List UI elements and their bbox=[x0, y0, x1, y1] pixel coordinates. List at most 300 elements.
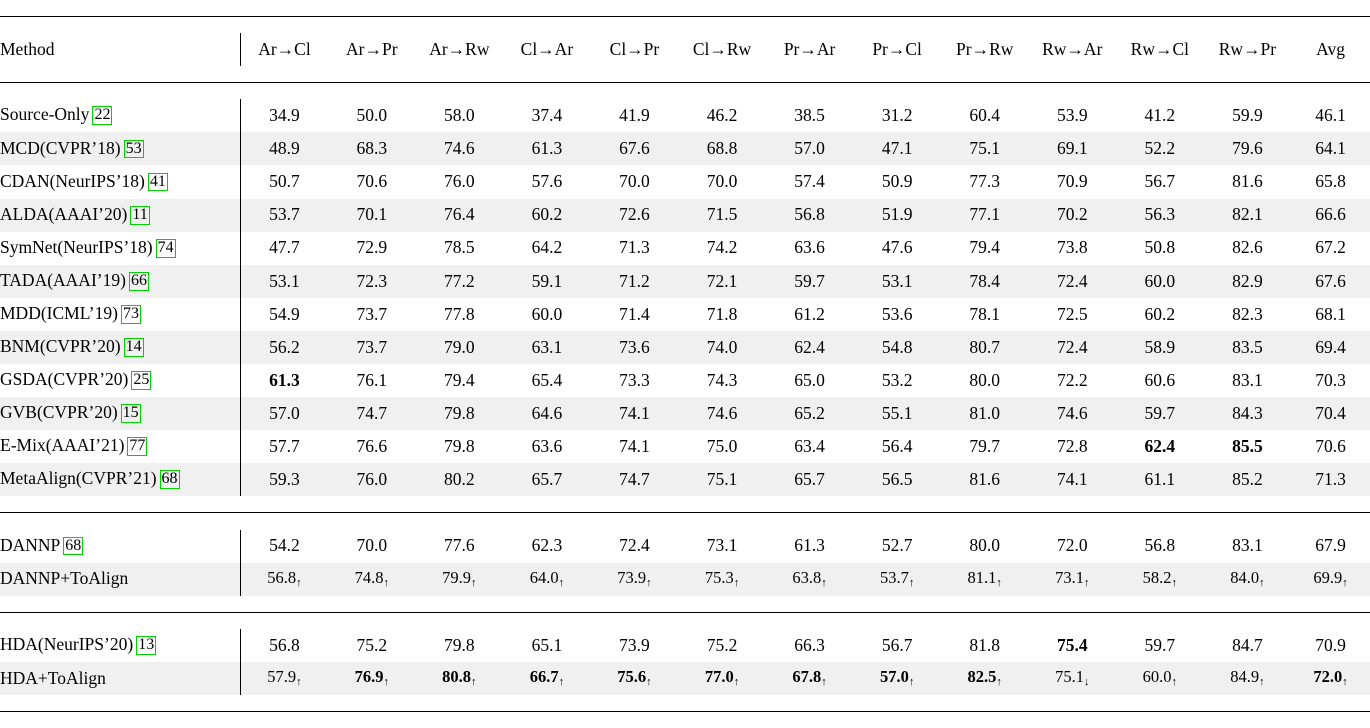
result-value: 60.4 bbox=[969, 105, 1001, 126]
result-value: 65.7 bbox=[794, 469, 825, 490]
result-value: 72.4 bbox=[1056, 270, 1088, 291]
result-value-cell bbox=[678, 397, 766, 430]
result-value: 74.0 bbox=[706, 336, 738, 357]
result-value-cell bbox=[853, 132, 941, 165]
result-value: 65.8 bbox=[1315, 171, 1346, 192]
citation-link[interactable]: 11 bbox=[132, 205, 148, 223]
method-name-cell bbox=[0, 662, 240, 695]
result-value-cell bbox=[1291, 530, 1370, 563]
table-row bbox=[0, 99, 1370, 132]
result-value-cell bbox=[1204, 199, 1292, 232]
trend-arrow-icon: ↑ bbox=[1259, 577, 1265, 590]
trend-arrow-icon: ↑ bbox=[1342, 676, 1348, 689]
result-value-cell bbox=[328, 662, 416, 695]
method-name-cell bbox=[0, 199, 240, 232]
column-header: Rw→Cl bbox=[1116, 33, 1204, 66]
result-value: 46.2 bbox=[706, 105, 738, 126]
result-value-cell bbox=[591, 165, 679, 198]
result-value: 80.8 bbox=[442, 667, 472, 687]
result-value-cell bbox=[591, 132, 679, 165]
result-value-cell bbox=[591, 331, 679, 364]
result-value: 75.1 bbox=[969, 138, 1001, 159]
result-value: 74.7 bbox=[356, 402, 388, 423]
trend-arrow-icon: ↑ bbox=[558, 676, 565, 689]
result-value-cell bbox=[416, 430, 504, 463]
result-value: 71.2 bbox=[619, 270, 650, 291]
trend-arrow-icon: ↑ bbox=[1083, 577, 1090, 590]
result-value: 81.8 bbox=[969, 634, 1001, 655]
result-value-cell bbox=[941, 99, 1029, 132]
result-value: 79.8 bbox=[444, 634, 475, 655]
result-value: 61.3 bbox=[531, 138, 563, 159]
result-value-cell bbox=[853, 99, 941, 132]
citation-link[interactable]: 53 bbox=[125, 139, 142, 157]
result-value: 61.3 bbox=[269, 369, 300, 390]
result-value-cell bbox=[240, 397, 328, 430]
result-value: 70.6 bbox=[1315, 436, 1346, 457]
result-value-cell bbox=[1204, 99, 1292, 132]
trend-arrow-icon: ↑ bbox=[996, 577, 1002, 590]
result-value: 48.9 bbox=[269, 138, 300, 159]
result-value-cell bbox=[591, 364, 679, 397]
result-value: 76.0 bbox=[356, 469, 388, 490]
result-value-cell bbox=[766, 265, 854, 298]
result-value-cell bbox=[503, 662, 591, 695]
column-header: Avg bbox=[1291, 33, 1370, 66]
result-value-cell bbox=[941, 530, 1029, 563]
result-value-cell bbox=[416, 232, 504, 265]
result-value-cell bbox=[1028, 331, 1116, 364]
result-value-cell bbox=[416, 199, 504, 232]
result-value-cell bbox=[1291, 397, 1370, 430]
result-value: 72.6 bbox=[619, 204, 650, 225]
result-value-cell bbox=[1028, 563, 1116, 596]
result-value: 75.1 bbox=[1055, 667, 1084, 687]
method-name-cell bbox=[0, 397, 240, 430]
result-value-cell bbox=[1116, 331, 1204, 364]
result-value: 41.2 bbox=[1144, 105, 1176, 126]
result-value-cell bbox=[1028, 165, 1116, 198]
result-value-cell bbox=[853, 563, 941, 596]
result-value: 59.3 bbox=[269, 469, 300, 490]
result-value: 50.9 bbox=[881, 171, 913, 192]
result-value: 50.7 bbox=[269, 171, 300, 192]
method-label: ALDA(AAAI’20) bbox=[0, 203, 128, 224]
result-value: 67.9 bbox=[1315, 535, 1346, 556]
result-value: 72.4 bbox=[1056, 336, 1088, 357]
result-value: 58.0 bbox=[444, 105, 475, 126]
citation-link[interactable]: 66 bbox=[130, 271, 147, 289]
result-value-cell bbox=[328, 629, 416, 662]
result-value: 47.1 bbox=[881, 138, 913, 159]
result-value: 62.3 bbox=[531, 535, 563, 556]
result-value: 80.2 bbox=[444, 469, 475, 490]
result-value: 74.1 bbox=[619, 436, 650, 457]
result-value-cell bbox=[941, 165, 1029, 198]
result-value-cell bbox=[941, 364, 1029, 397]
result-value: 80.0 bbox=[969, 369, 1001, 390]
result-value: 73.3 bbox=[619, 369, 650, 390]
result-value: 73.9 bbox=[619, 634, 650, 655]
result-value-cell bbox=[1291, 99, 1370, 132]
column-header: Rw→Pr bbox=[1204, 33, 1292, 66]
result-value: 76.6 bbox=[356, 436, 388, 457]
result-value: 75.1 bbox=[706, 469, 738, 490]
result-value-cell bbox=[853, 662, 941, 695]
result-value: 68.3 bbox=[356, 138, 388, 159]
result-value: 53.7 bbox=[879, 568, 909, 588]
result-value: 70.2 bbox=[1056, 204, 1088, 225]
trend-arrow-icon: ↑ bbox=[558, 577, 565, 590]
result-value: 62.4 bbox=[794, 336, 825, 357]
result-value-cell bbox=[941, 563, 1029, 596]
method-name-cell bbox=[0, 99, 240, 132]
result-value-cell bbox=[1028, 265, 1116, 298]
column-header: Ar→Rw bbox=[416, 33, 504, 66]
result-value-cell bbox=[766, 530, 854, 563]
method-label: DANNP bbox=[0, 534, 61, 555]
result-value: 70.3 bbox=[1315, 369, 1346, 390]
result-value-cell bbox=[416, 463, 504, 496]
table-row bbox=[0, 463, 1370, 496]
result-value: 64.0 bbox=[529, 568, 559, 588]
result-value-cell bbox=[766, 132, 854, 165]
result-value-cell bbox=[1116, 132, 1204, 165]
result-value-cell bbox=[240, 563, 328, 596]
result-value: 79.8 bbox=[444, 402, 475, 423]
result-value-cell bbox=[1116, 563, 1204, 596]
trend-arrow-icon: ↑ bbox=[1259, 676, 1265, 689]
result-value: 75.2 bbox=[356, 634, 388, 655]
result-value: 76.0 bbox=[444, 171, 475, 192]
result-value-cell bbox=[1116, 165, 1204, 198]
citation-link[interactable]: 13 bbox=[138, 635, 155, 653]
result-value-cell bbox=[240, 99, 328, 132]
citation-link[interactable]: 73 bbox=[122, 304, 139, 322]
citation-link[interactable]: 25 bbox=[133, 371, 150, 389]
result-value-cell bbox=[240, 298, 328, 331]
result-value: 64.6 bbox=[531, 402, 563, 423]
result-value: 70.4 bbox=[1315, 402, 1346, 423]
method-name-cell bbox=[0, 132, 240, 165]
trend-arrow-icon: ↑ bbox=[1171, 577, 1178, 590]
table-header-row bbox=[0, 33, 1370, 66]
result-value-cell bbox=[1204, 132, 1292, 165]
result-value-cell bbox=[1028, 199, 1116, 232]
result-value-cell bbox=[853, 430, 941, 463]
result-value-cell bbox=[503, 397, 591, 430]
result-value-cell bbox=[1291, 331, 1370, 364]
result-value: 82.5 bbox=[967, 667, 997, 687]
result-value: 75.4 bbox=[1056, 634, 1088, 655]
table-row bbox=[0, 364, 1370, 397]
result-value-cell bbox=[503, 232, 591, 265]
result-value-cell bbox=[1204, 165, 1292, 198]
result-value: 59.1 bbox=[531, 270, 563, 291]
citation-link[interactable]: 15 bbox=[122, 404, 139, 422]
result-value-cell bbox=[766, 165, 854, 198]
table-row bbox=[0, 132, 1370, 165]
result-value: 78.1 bbox=[969, 303, 1001, 324]
method-name-cell bbox=[0, 165, 240, 198]
result-value: 41.9 bbox=[619, 105, 650, 126]
result-value: 68.8 bbox=[706, 138, 738, 159]
result-value-cell bbox=[766, 430, 854, 463]
result-value: 77.3 bbox=[969, 171, 1001, 192]
result-value: 69.9 bbox=[1313, 568, 1343, 588]
method-label: SymNet(NeurIPS’18) bbox=[0, 236, 153, 257]
citation-link[interactable]: 77 bbox=[129, 437, 146, 455]
result-value-cell bbox=[591, 662, 679, 695]
result-value: 72.9 bbox=[356, 237, 388, 258]
result-value: 77.1 bbox=[969, 204, 1001, 225]
result-value-cell bbox=[1028, 397, 1116, 430]
trend-arrow-icon: ↑ bbox=[908, 676, 915, 689]
result-value: 74.3 bbox=[706, 369, 738, 390]
result-value-cell bbox=[1204, 397, 1292, 430]
result-value-cell bbox=[1204, 662, 1292, 695]
result-value: 66.3 bbox=[794, 634, 825, 655]
result-value-cell bbox=[1028, 364, 1116, 397]
result-value: 67.2 bbox=[1315, 237, 1346, 258]
result-value: 73.7 bbox=[356, 303, 388, 324]
result-value: 73.1 bbox=[1055, 568, 1084, 588]
trend-arrow-icon: ↑ bbox=[646, 676, 652, 689]
result-value: 55.1 bbox=[881, 402, 913, 423]
result-value-cell bbox=[853, 232, 941, 265]
column-header: Rw→Ar bbox=[1028, 33, 1116, 66]
result-value: 66.7 bbox=[529, 667, 559, 687]
trend-arrow-icon: ↑ bbox=[383, 577, 389, 590]
result-value: 65.1 bbox=[531, 634, 563, 655]
result-value-cell bbox=[240, 165, 328, 198]
method-label: GVB(CVPR’20) bbox=[0, 402, 118, 423]
result-value-cell bbox=[853, 530, 941, 563]
column-header: Ar→Cl bbox=[240, 33, 328, 66]
result-value-cell bbox=[1291, 463, 1370, 496]
citation-link[interactable]: 68 bbox=[65, 536, 82, 554]
result-value-cell bbox=[853, 298, 941, 331]
result-value: 57.0 bbox=[269, 402, 300, 423]
result-value: 56.5 bbox=[881, 469, 913, 490]
citation-link[interactable]: 68 bbox=[161, 470, 178, 488]
result-value: 84.9 bbox=[1230, 667, 1260, 687]
result-value: 71.5 bbox=[706, 204, 738, 225]
trend-arrow-icon: ↑ bbox=[821, 676, 827, 689]
result-value: 57.9 bbox=[267, 667, 297, 687]
citation-link[interactable]: 14 bbox=[125, 338, 142, 356]
result-value-cell bbox=[1028, 430, 1116, 463]
result-value: 75.0 bbox=[706, 436, 738, 457]
result-value-cell bbox=[1204, 463, 1292, 496]
result-value: 54.9 bbox=[269, 303, 300, 324]
result-value-cell bbox=[1028, 298, 1116, 331]
result-value-cell bbox=[503, 331, 591, 364]
result-value-cell bbox=[678, 165, 766, 198]
result-value: 57.6 bbox=[531, 171, 563, 192]
result-value: 79.4 bbox=[969, 237, 1001, 258]
method-label: HDA+ToAlign bbox=[0, 667, 106, 688]
result-value-cell bbox=[328, 430, 416, 463]
result-value-cell bbox=[1204, 364, 1292, 397]
result-value: 60.6 bbox=[1144, 369, 1176, 390]
result-value-cell bbox=[416, 165, 504, 198]
result-value-cell bbox=[853, 265, 941, 298]
citation-link[interactable]: 22 bbox=[94, 106, 111, 124]
result-value-cell bbox=[1116, 530, 1204, 563]
result-value-cell bbox=[240, 629, 328, 662]
column-header: Pr→Ar bbox=[766, 33, 854, 66]
result-value: 58.9 bbox=[1144, 336, 1176, 357]
table-rule bbox=[0, 496, 1370, 529]
result-value-cell bbox=[503, 530, 591, 563]
result-value-cell bbox=[678, 232, 766, 265]
result-value-cell bbox=[941, 132, 1029, 165]
result-value-cell bbox=[678, 563, 766, 596]
result-value: 65.2 bbox=[794, 402, 825, 423]
result-value-cell bbox=[766, 629, 854, 662]
method-label: CDAN(NeurIPS’18) bbox=[0, 170, 145, 191]
result-value: 80.0 bbox=[969, 535, 1001, 556]
result-value: 72.0 bbox=[1313, 667, 1343, 687]
result-value: 63.4 bbox=[794, 436, 825, 457]
result-value-cell bbox=[766, 397, 854, 430]
trend-arrow-icon: ↑ bbox=[646, 577, 652, 590]
result-value: 69.1 bbox=[1056, 138, 1088, 159]
result-value-cell bbox=[1028, 629, 1116, 662]
result-value-cell bbox=[1116, 199, 1204, 232]
result-value-cell bbox=[766, 298, 854, 331]
result-value-cell bbox=[503, 364, 591, 397]
result-value-cell bbox=[1028, 232, 1116, 265]
result-value: 70.0 bbox=[706, 171, 738, 192]
result-value: 60.0 bbox=[1144, 270, 1176, 291]
result-value: 83.1 bbox=[1232, 369, 1263, 390]
method-label: BNM(CVPR’20) bbox=[0, 336, 121, 357]
result-value: 56.4 bbox=[881, 436, 913, 457]
result-value: 75.6 bbox=[617, 667, 647, 687]
table-rule bbox=[0, 0, 1370, 33]
result-value-cell bbox=[591, 563, 679, 596]
result-value-cell bbox=[591, 298, 679, 331]
result-value-cell bbox=[678, 331, 766, 364]
result-value-cell bbox=[853, 165, 941, 198]
result-value: 72.2 bbox=[1056, 369, 1088, 390]
result-value: 59.7 bbox=[1144, 402, 1176, 423]
method-name-cell bbox=[0, 430, 240, 463]
trend-arrow-icon: ↑ bbox=[733, 676, 740, 689]
result-value: 67.8 bbox=[792, 667, 822, 687]
result-value-cell bbox=[1028, 132, 1116, 165]
result-value-cell bbox=[240, 132, 328, 165]
result-value-cell bbox=[1116, 662, 1204, 695]
result-value-cell bbox=[503, 463, 591, 496]
result-value: 74.1 bbox=[1056, 469, 1088, 490]
result-value-cell bbox=[503, 165, 591, 198]
table-row bbox=[0, 530, 1370, 563]
result-value-cell bbox=[1204, 563, 1292, 596]
result-value: 50.0 bbox=[356, 105, 388, 126]
method-name-cell bbox=[0, 364, 240, 397]
result-value-cell bbox=[416, 331, 504, 364]
result-value-cell bbox=[1116, 298, 1204, 331]
result-value: 74.6 bbox=[444, 138, 475, 159]
result-value: 72.5 bbox=[1056, 303, 1088, 324]
result-value-cell bbox=[1204, 232, 1292, 265]
result-value-cell bbox=[591, 430, 679, 463]
result-value: 79.9 bbox=[442, 568, 472, 588]
result-value: 34.9 bbox=[269, 105, 300, 126]
result-value: 63.8 bbox=[792, 568, 822, 588]
result-value-cell bbox=[591, 232, 679, 265]
result-value: 81.6 bbox=[969, 469, 1001, 490]
result-value: 82.3 bbox=[1232, 303, 1263, 324]
result-value-cell bbox=[328, 530, 416, 563]
result-value-cell bbox=[328, 331, 416, 364]
result-value: 75.3 bbox=[704, 568, 734, 588]
result-value: 71.3 bbox=[619, 237, 650, 258]
result-value-cell bbox=[766, 199, 854, 232]
result-value: 46.1 bbox=[1315, 105, 1346, 126]
result-value-cell bbox=[1204, 530, 1292, 563]
trend-arrow-icon: ↑ bbox=[471, 676, 477, 689]
result-value-cell bbox=[853, 364, 941, 397]
result-value-cell bbox=[766, 662, 854, 695]
result-value: 77.8 bbox=[444, 303, 475, 324]
result-value: 75.2 bbox=[706, 634, 738, 655]
result-value-cell bbox=[766, 463, 854, 496]
result-value-cell bbox=[1291, 298, 1370, 331]
trend-arrow-icon: ↑ bbox=[1171, 676, 1178, 689]
result-value-cell bbox=[766, 331, 854, 364]
table-row bbox=[0, 165, 1370, 198]
table-row bbox=[0, 397, 1370, 430]
result-value-cell bbox=[678, 99, 766, 132]
result-value-cell bbox=[1204, 265, 1292, 298]
result-value-cell bbox=[240, 265, 328, 298]
result-value-cell bbox=[416, 662, 504, 695]
trend-arrow-icon: ↑ bbox=[908, 577, 915, 590]
result-value: 60.0 bbox=[1142, 667, 1172, 687]
column-header: Cl→Ar bbox=[503, 33, 591, 66]
result-value-cell bbox=[591, 265, 679, 298]
table-row bbox=[0, 629, 1370, 662]
result-value: 76.4 bbox=[444, 204, 475, 225]
result-value: 70.9 bbox=[1315, 634, 1346, 655]
result-value: 71.8 bbox=[706, 303, 738, 324]
result-value: 73.6 bbox=[619, 336, 650, 357]
result-value: 65.4 bbox=[531, 369, 563, 390]
trend-arrow-icon: ↑ bbox=[471, 577, 477, 590]
citation-link[interactable]: 74 bbox=[157, 238, 174, 256]
result-value: 72.0 bbox=[1056, 535, 1088, 556]
trend-arrow-icon: ↑ bbox=[383, 676, 389, 689]
table-row bbox=[0, 662, 1370, 695]
trend-arrow-icon: ↑ bbox=[996, 676, 1002, 689]
result-value-cell bbox=[416, 132, 504, 165]
trend-arrow-icon: ↓ bbox=[1083, 676, 1090, 689]
result-value-cell bbox=[503, 298, 591, 331]
table-row bbox=[0, 298, 1370, 331]
result-value-cell bbox=[766, 232, 854, 265]
result-value-cell bbox=[1028, 662, 1116, 695]
result-value: 57.0 bbox=[794, 138, 825, 159]
citation-link[interactable]: 41 bbox=[149, 172, 166, 190]
result-value: 77.0 bbox=[704, 667, 734, 687]
result-value-cell bbox=[1291, 430, 1370, 463]
result-value-cell bbox=[1116, 463, 1204, 496]
result-value-cell bbox=[328, 165, 416, 198]
